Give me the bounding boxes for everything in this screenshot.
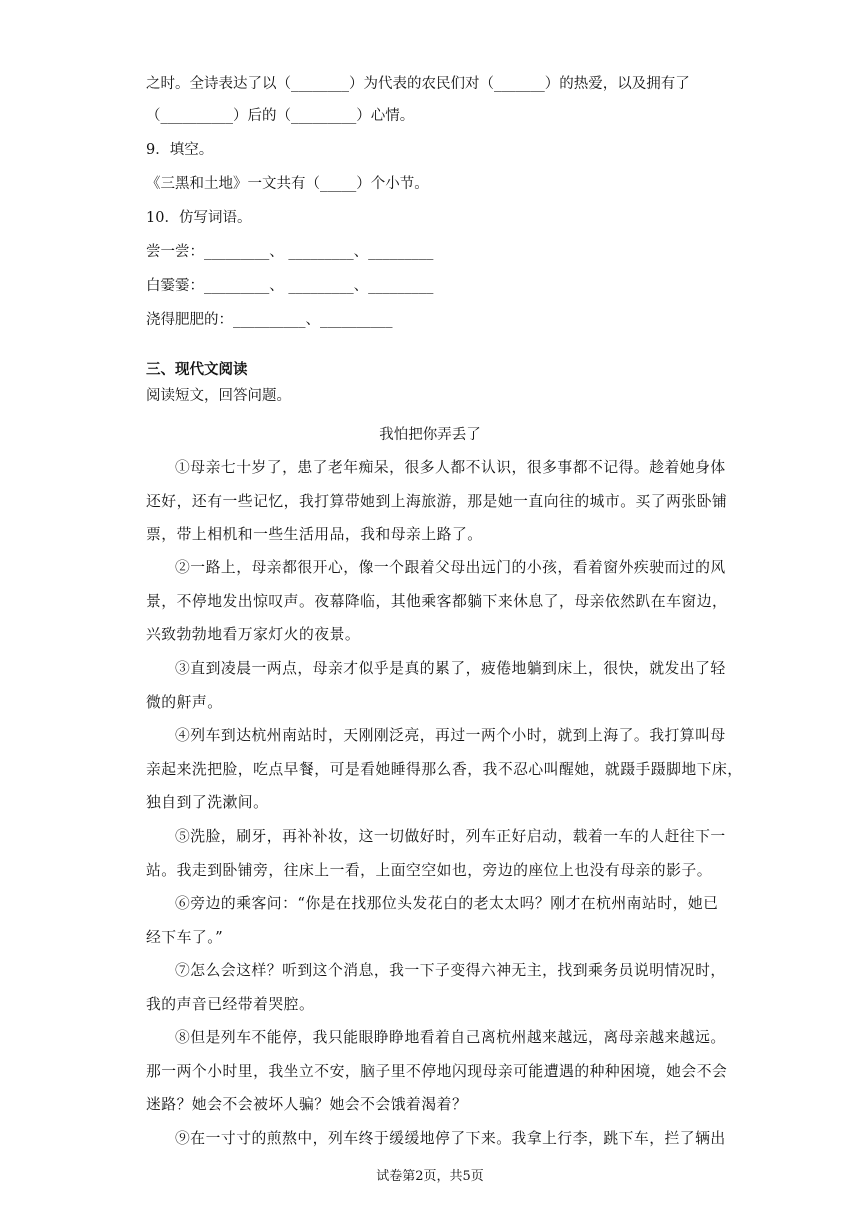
paragraph-4: [146, 719, 743, 820]
paragraph-line: 经下车了。”: [146, 928, 224, 946]
paragraph-line: 那一两个小时里，我坐立不安，脑子里不停地闪现母亲可能遭遇的种种困境，她会不会: [146, 1062, 728, 1080]
paragraph-line: 还好，还有一些记忆，我打算带她到上海旅游，那是她一直向往的城市。买了两张卧铺: [146, 492, 728, 510]
question-10-label: 10．仿写词语。: [146, 210, 252, 226]
paragraph-line: 我的声音已经带着哭腔。: [146, 995, 315, 1013]
paragraph-line: ⑥旁边的乘客问：“你是在找那位头发花白的老太太吗？刚才在杭州南站时，她已: [175, 895, 719, 912]
paragraph-line: 兴致勃勃地看万家灯火的夜景。: [146, 626, 361, 644]
question-10-line-3: 浇得肥肥的：__________、__________: [146, 312, 393, 328]
paragraph-9: [146, 1122, 726, 1156]
paragraph-5: [146, 820, 726, 887]
page-footer: 试卷第2页，共5页: [376, 1169, 484, 1184]
question-10-line-1: 尝一尝：_________、 _________、_________: [146, 244, 434, 260]
question-10-line-2: 白霎霎：_________、 _________、_________: [146, 278, 434, 294]
paragraph-line: 票，带上相机和一些生活用品，我和母亲上路了。: [146, 526, 483, 544]
paragraph-8: [146, 1021, 728, 1122]
paragraph-2: [146, 551, 728, 652]
question-8-text-line-1: 之时。全诗表达了以（________）为代表的农民们对（_______）的热爱，以及拥有了: [146, 76, 690, 92]
paragraph-line: ⑤洗脸，刷牙，再补补妆，这一切做好时，列车正好启动，载着一车的人赶往下一: [175, 828, 726, 845]
paragraph-line: ⑦怎么会这样？听到这个消息，我一下子变得六神无主，找到乘务员说明情况时，: [175, 962, 726, 979]
paragraph-line: ⑨在一寸寸的煎熬中，列车终于缓缓地停了下来。我拿上行李，跳下车，拦了辆出: [175, 1130, 726, 1147]
paragraph-line: ④列车到达杭州南站时，天刚刚泛亮，再过一两个小时，就到上海了。我打算叫母: [175, 727, 726, 744]
question-9-label: 9．填空。: [146, 142, 214, 158]
paragraph-line: ⑧但是列车不能停，我只能眼睁睁地看着自己离杭州越来越远，离母亲越来越远。: [175, 1029, 726, 1046]
paragraph-3: [146, 652, 726, 719]
paragraph-line: ①母亲七十岁了，患了老年痴呆，很多人都不认识，很多事都不记得。趁着她身体: [175, 459, 726, 476]
paragraph-line: 微的鼾声。: [146, 693, 223, 711]
question-8-text-line-2: （__________）后的（_________）心情。: [146, 108, 415, 124]
paragraph-line: ②一路上，母亲都很开心，像一个跟着父母出远门的小孩，看着窗外疾驶而过的风: [175, 559, 726, 576]
paragraph-line: 独自到了洗漱间。: [146, 794, 269, 812]
paragraph-1: [146, 451, 728, 552]
paragraph-6: [146, 887, 719, 954]
paragraph-line: ③直到凌晨一两点，母亲才似乎是真的累了，疲倦地躺到床上，很快，就发出了轻: [175, 660, 726, 677]
paragraph-line: 亲起来洗把脸，吃点早餐，可是看她睡得那么香，我不忍心叫醒她，就蹑手蹑脚地下床，: [146, 760, 743, 778]
section-heading: 三、现代文阅读: [146, 362, 248, 378]
paragraph-7: [146, 954, 726, 1021]
question-9-text: 《三黑和土地》一文共有（_____）个小节。: [146, 176, 429, 192]
passage-title: 我怕把你弄丢了: [379, 427, 481, 443]
section-instruction: 阅读短文，回答问题。: [146, 388, 291, 404]
paragraph-line: 站。我走到卧铺旁，往床上一看，上面空空如也，旁边的座位上也没有母亲的影子。: [146, 861, 712, 879]
paragraph-line: 景，不停地发出惊叹声。夜幕降临，其他乘客都躺下来休息了，母亲依然趴在车窗边，: [146, 592, 728, 610]
paragraph-line: 迷路？她会不会被坏人骗？她会不会饿着渴着？: [146, 1096, 468, 1114]
